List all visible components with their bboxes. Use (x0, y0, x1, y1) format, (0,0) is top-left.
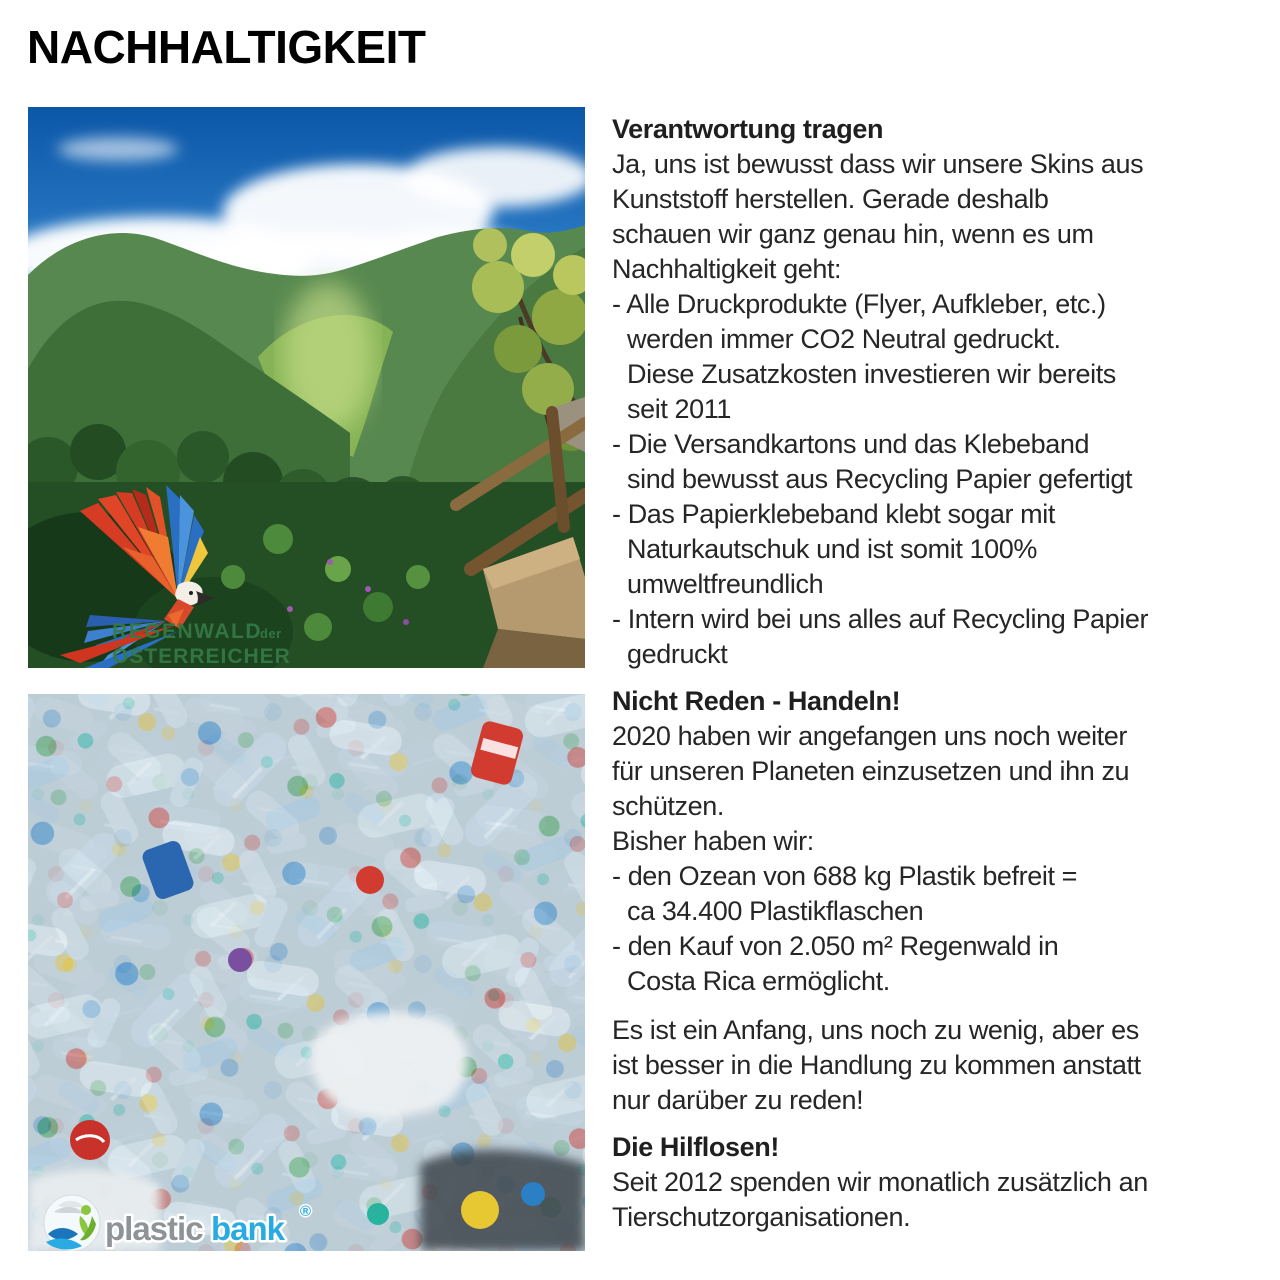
section-intro-hilflosen: Seit 2012 spenden wir monatlich zusätzlich an Tierschutzorganisationen. (612, 1167, 1148, 1232)
section-intro-verantwortung: Ja, uns ist bewusst dass wir unsere Skins aus Kunststoff herstellen. Gerade deshalb schauen wir ganz genau hin, wenn es um Nachhaltigkeit geht: (612, 149, 1144, 284)
regenwald-logo-word2: ÖSTERREICHER (112, 645, 291, 668)
bullet-item: - Die Versandkartons und das Klebeband sind bewusst aus Recycling Papier gefertigt (612, 429, 1133, 494)
plasticbank-word1: plastic (105, 1210, 203, 1247)
plasticbank-icon (44, 1195, 100, 1251)
regenwald-logo-word1: REGENWALD (112, 620, 262, 643)
section-intro-handeln: 2020 haben wir angefangen uns noch weiter für unseren Planeten einzusetzen und ihn zu schützen. Bisher haben wir: (612, 721, 1130, 856)
plastic-illustration (28, 694, 585, 1251)
plastic-bottles-photo (28, 694, 585, 1251)
section-heading-handeln: Nicht Reden - Handeln! (612, 686, 901, 716)
bullet-list-handeln (612, 859, 1280, 999)
bullet-item: - den Kauf von 2.050 m² Regenwald in Costa Rica ermöglicht. (612, 931, 1059, 996)
plasticbank-word2: bank (211, 1210, 285, 1247)
rainforest-photo (28, 107, 585, 668)
text-column (612, 112, 1280, 1235)
bullet-item: - Das Papierklebeband klebt sogar mit Naturkautschuk und ist somit 100% umweltfreundlich (612, 499, 1055, 599)
bullet-item: - den Ozean von 688 kg Plastik befreit = ca 34.400 Plastikflaschen (612, 861, 1078, 926)
section-outro-handeln: Es ist ein Anfang, uns noch zu wenig, aber es ist besser in die Handlung zu kommen anstatt nur darüber zu reden! (612, 1015, 1141, 1115)
bullet-list-verantwortung (612, 287, 1280, 672)
section-heading-hilflosen: Die Hilflosen! (612, 1132, 779, 1162)
regenwald-logo-suffix: der (260, 626, 282, 641)
bullet-item: - Alle Druckprodukte (Flyer, Aufkleber, etc.) werden immer CO2 Neutral gedruckt. Diese Zusatzkosten investieren wir bereits seit 2011 (612, 289, 1116, 424)
registered-mark: ® (300, 1203, 311, 1220)
rainforest-illustration (28, 107, 585, 668)
page-title: NACHHALTIGKEIT (27, 21, 426, 73)
bullet-item: - Intern wird bei uns alles auf Recycling Papier gedruckt (612, 604, 1149, 669)
section-heading-verantwortung: Verantwortung tragen (612, 114, 884, 144)
